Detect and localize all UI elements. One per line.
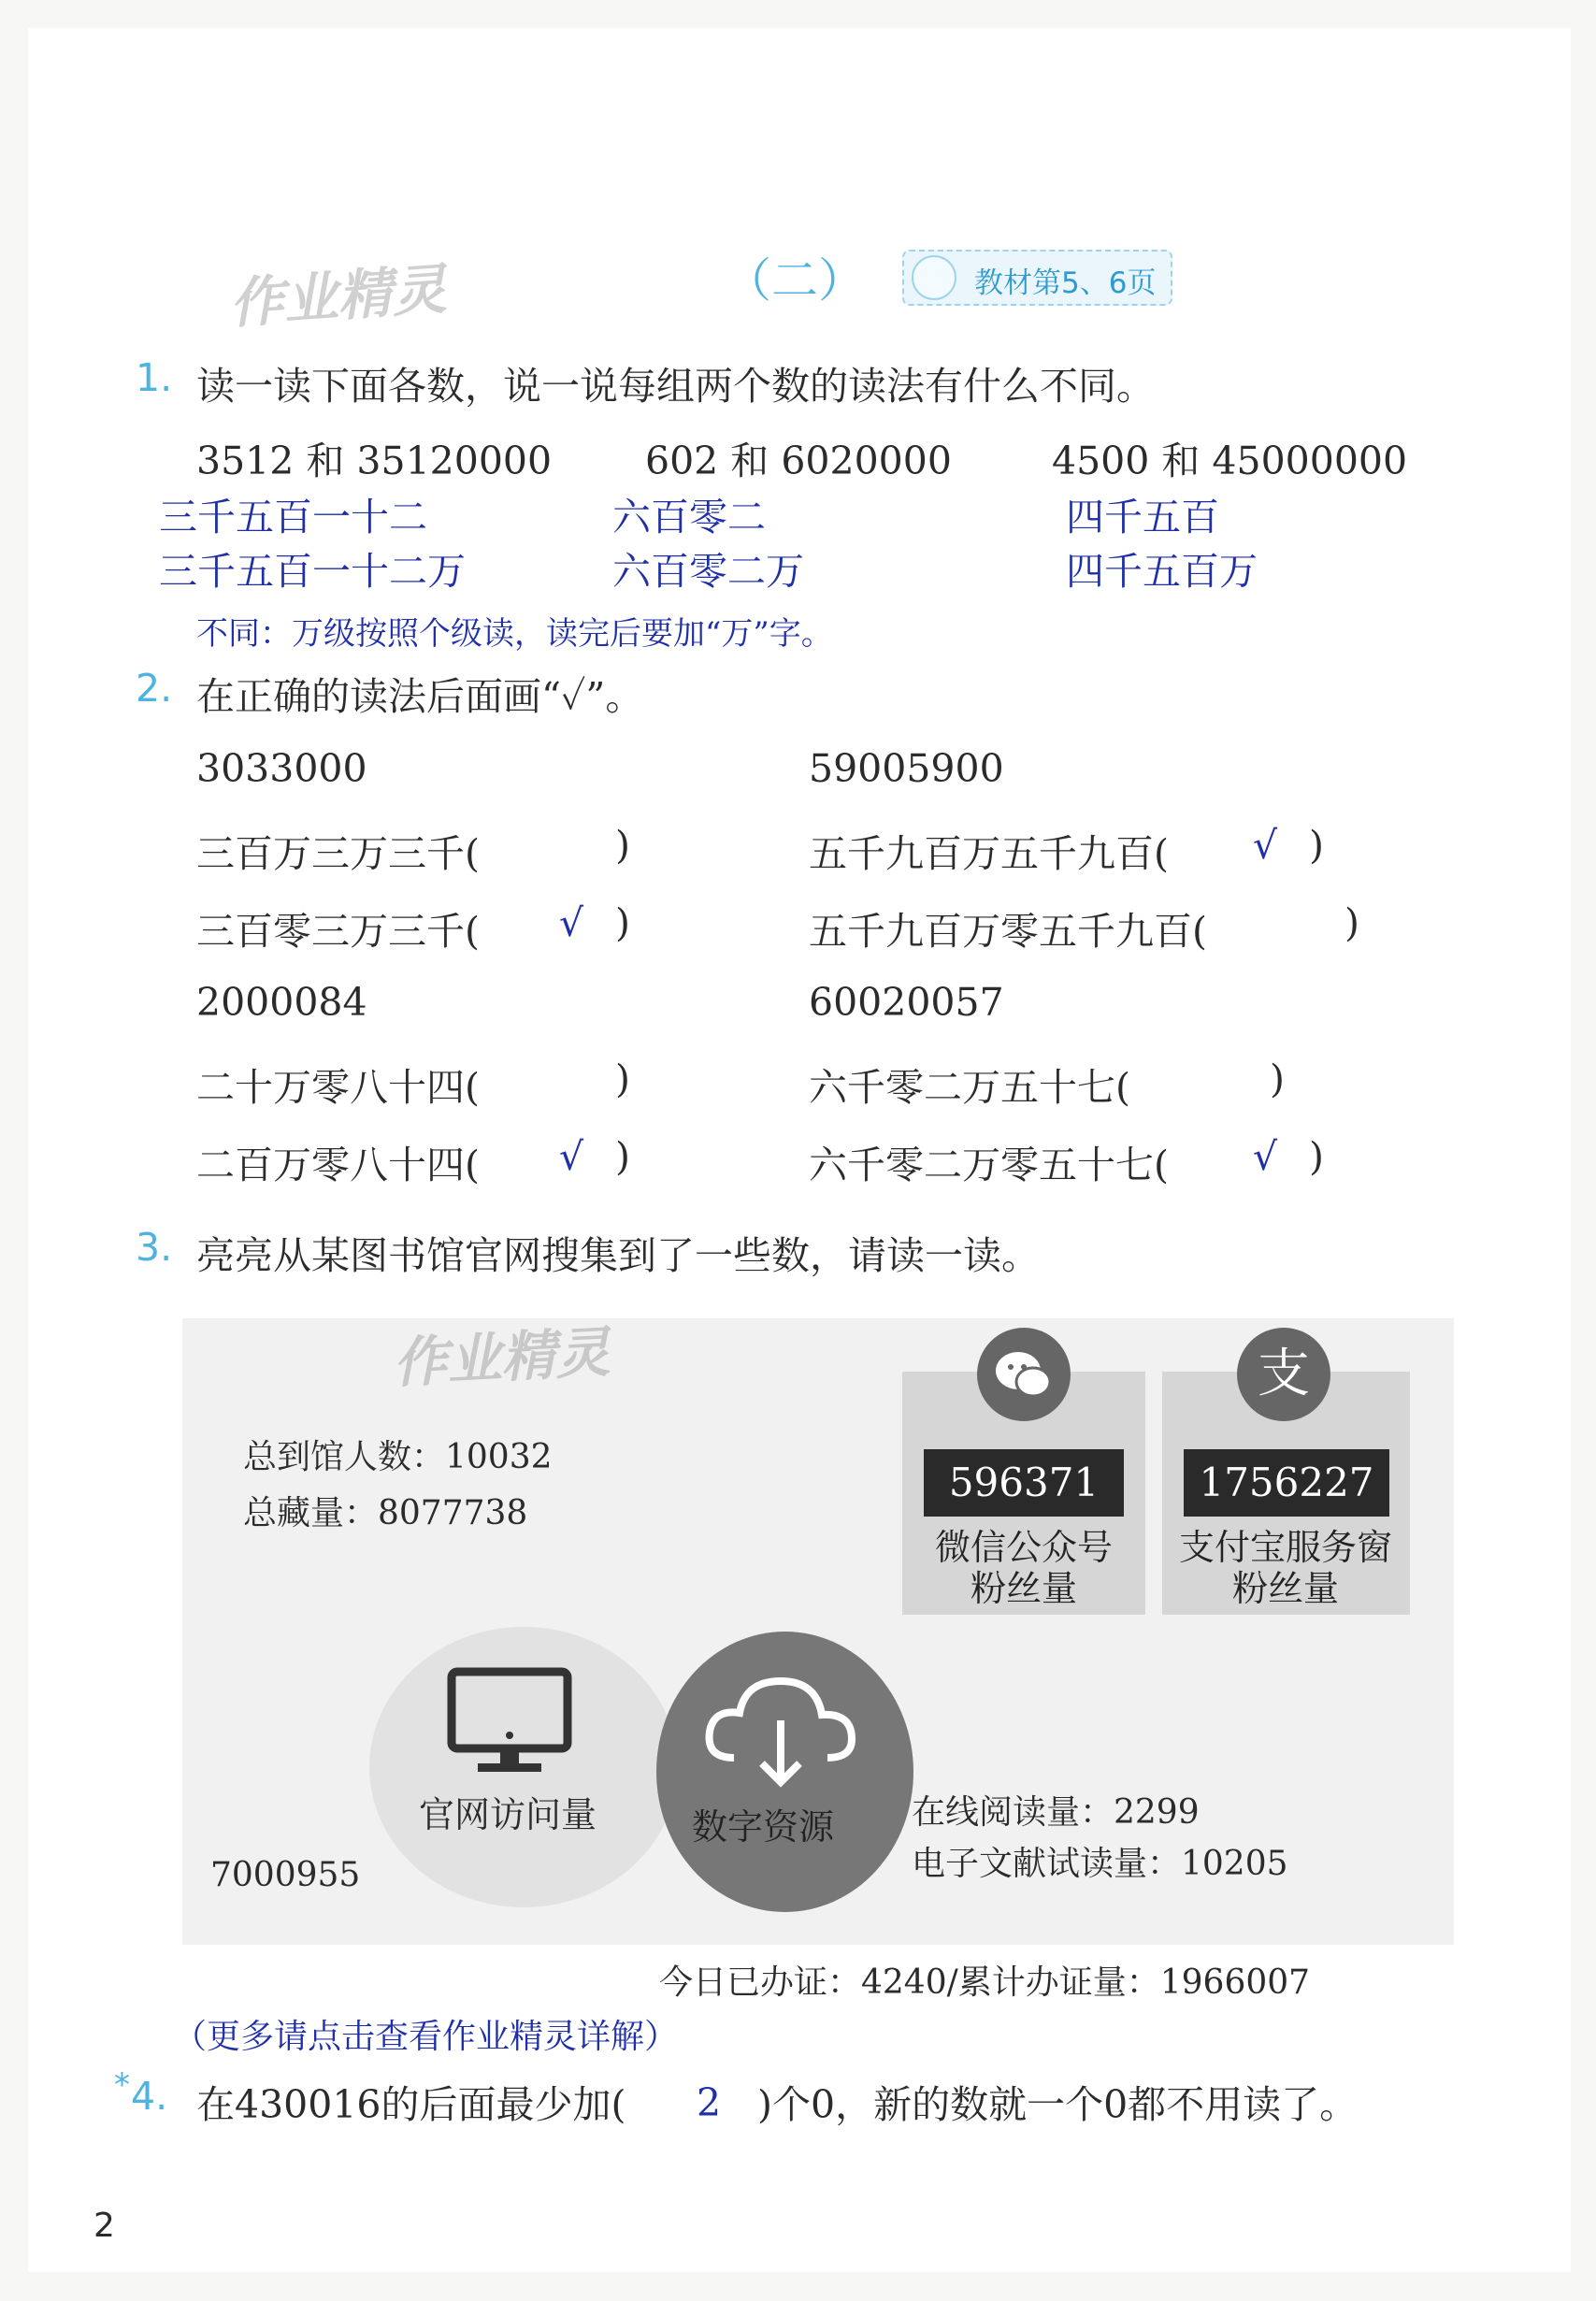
q2-item2-option2-close: ) bbox=[1344, 900, 1359, 945]
q2-item4-option1-close: ) bbox=[1270, 1057, 1285, 1101]
q2-item4-option1: 六千零二万五十七( bbox=[809, 1065, 1130, 1110]
q2-item4-option2-close: ) bbox=[1309, 1134, 1324, 1179]
alipay-fans-label-line1: 支付宝服务窗 bbox=[1178, 1527, 1392, 1568]
q2-item1-number: 3033000 bbox=[196, 746, 367, 791]
q1-group1-read2: 三千五百一十二万 bbox=[159, 549, 466, 594]
q1-group2-read2: 六百零二万 bbox=[612, 549, 804, 594]
q2-item4-number: 60020057 bbox=[809, 980, 1004, 1025]
q1-group2-numbers: 602 和 6020000 bbox=[645, 439, 952, 483]
wechat-fans-label-line2: 粉丝量 bbox=[970, 1568, 1077, 1609]
q1-group3-numbers: 4500 和 45000000 bbox=[1052, 439, 1408, 483]
q1-group3-read2: 四千五百万 bbox=[1066, 549, 1258, 594]
textbook-ref-badge bbox=[902, 250, 1172, 306]
wechat-fans-value: 596371 bbox=[924, 1449, 1124, 1517]
alipay-icon: 支 bbox=[1237, 1328, 1330, 1421]
watermark-top: 作业精灵 bbox=[227, 256, 449, 336]
q4-text-before: 在430016的后面最少加( bbox=[196, 2082, 626, 2127]
website-visits-value: 7000955 bbox=[210, 1856, 361, 1894]
watermark-mid: 作业精灵 bbox=[391, 1319, 611, 1396]
q2-item3-option1: 二十万零八十四( bbox=[196, 1065, 480, 1110]
alipay-fans-value: 1756227 bbox=[1184, 1449, 1389, 1517]
q2-item1-option2: 三百零三万三千( bbox=[196, 909, 480, 954]
q2-item4-option2-mark: √ bbox=[1253, 1134, 1278, 1179]
q2-item2-option2: 五千九百万零五千九百( bbox=[809, 909, 1207, 954]
q2-item2-option1-close: ) bbox=[1309, 823, 1324, 868]
q1-difference: 不同：万级按照个级读，读完后要加“万”字。 bbox=[196, 615, 833, 653]
q2-prompt: 在正确的读法后面画“✓”。 bbox=[196, 674, 644, 719]
cloud-download-icon bbox=[697, 1664, 865, 1799]
digital-resources-label: 数字资源 bbox=[692, 1806, 835, 1848]
website-visits-label: 官网访问量 bbox=[419, 1794, 597, 1835]
q4-star: * bbox=[114, 2066, 130, 2104]
q2-number: 2. bbox=[136, 666, 173, 711]
q3-collection: 总藏量：8077738 bbox=[243, 1494, 528, 1532]
q2-item2-option1-mark: √ bbox=[1253, 823, 1278, 868]
q3-prompt: 亮亮从某图书馆官网搜集到了一些数，请读一读。 bbox=[196, 1233, 1040, 1278]
q4-number: 4. bbox=[131, 2074, 168, 2119]
wechat-icon bbox=[977, 1328, 1071, 1421]
q4-text-after: )个0，新的数就一个0都不用读了。 bbox=[757, 2082, 1359, 2127]
q2-item4-option2: 六千零二万零五十七( bbox=[809, 1143, 1169, 1187]
q2-item1-option2-close: ) bbox=[615, 900, 630, 945]
q1-group2-read1: 六百零二 bbox=[612, 495, 766, 539]
workbook-page bbox=[28, 28, 1571, 2272]
q2-item3-option2-mark: √ bbox=[559, 1134, 584, 1179]
q2-item1-option1: 三百万三万三千( bbox=[196, 831, 480, 876]
q2-item2-number: 59005900 bbox=[809, 746, 1004, 791]
q2-item2-option1: 五千九百万五千九百( bbox=[809, 831, 1169, 876]
alipay-fans-label bbox=[1164, 1527, 1407, 1609]
q2-item3-number: 2000084 bbox=[196, 980, 367, 1025]
section-title: （二） bbox=[725, 253, 865, 308]
alipay-fans-label-line2: 粉丝量 bbox=[1231, 1568, 1339, 1609]
q1-prompt: 读一读下面各数，说一说每组两个数的读法有什么不同。 bbox=[196, 364, 1155, 409]
q3-more-link[interactable]: （更多请点击查看作业精灵详解） bbox=[173, 2018, 679, 2056]
q2-item1-option1-close: ) bbox=[615, 823, 630, 868]
q2-item3-option2: 二百万零八十四( bbox=[196, 1143, 480, 1187]
textbook-ref-label: 教材第5、6页 bbox=[974, 266, 1157, 300]
q3-online-read: 在线阅读量：2299 bbox=[912, 1793, 1200, 1832]
q1-number: 1. bbox=[136, 355, 173, 400]
q3-ebook-read: 电子文献试读量：10205 bbox=[912, 1845, 1288, 1883]
q2-item3-option1-close: ) bbox=[615, 1057, 630, 1101]
q4-answer: 2 bbox=[697, 2080, 722, 2125]
q3-number: 3. bbox=[136, 1225, 173, 1270]
q2-item1-option2-mark: √ bbox=[559, 900, 584, 945]
q1-group1-numbers: 3512 和 35120000 bbox=[196, 439, 553, 483]
cloud-icon bbox=[912, 255, 956, 300]
q1-group3-read1: 四千五百 bbox=[1066, 495, 1219, 539]
wechat-fans-label-line1: 微信公众号 bbox=[934, 1527, 1113, 1568]
monitor-icon bbox=[444, 1666, 575, 1782]
page-number: 2 bbox=[93, 2207, 115, 2245]
q1-group1-read1: 三千五百一十二 bbox=[159, 495, 427, 539]
q3-cards: 今日已办证：4240/累计办证量：1966007 bbox=[659, 1963, 1311, 2002]
wechat-fans-label bbox=[902, 1527, 1145, 1609]
q2-item3-option2-close: ) bbox=[615, 1134, 630, 1179]
q3-visitors: 总到馆人数：10032 bbox=[243, 1438, 553, 1476]
